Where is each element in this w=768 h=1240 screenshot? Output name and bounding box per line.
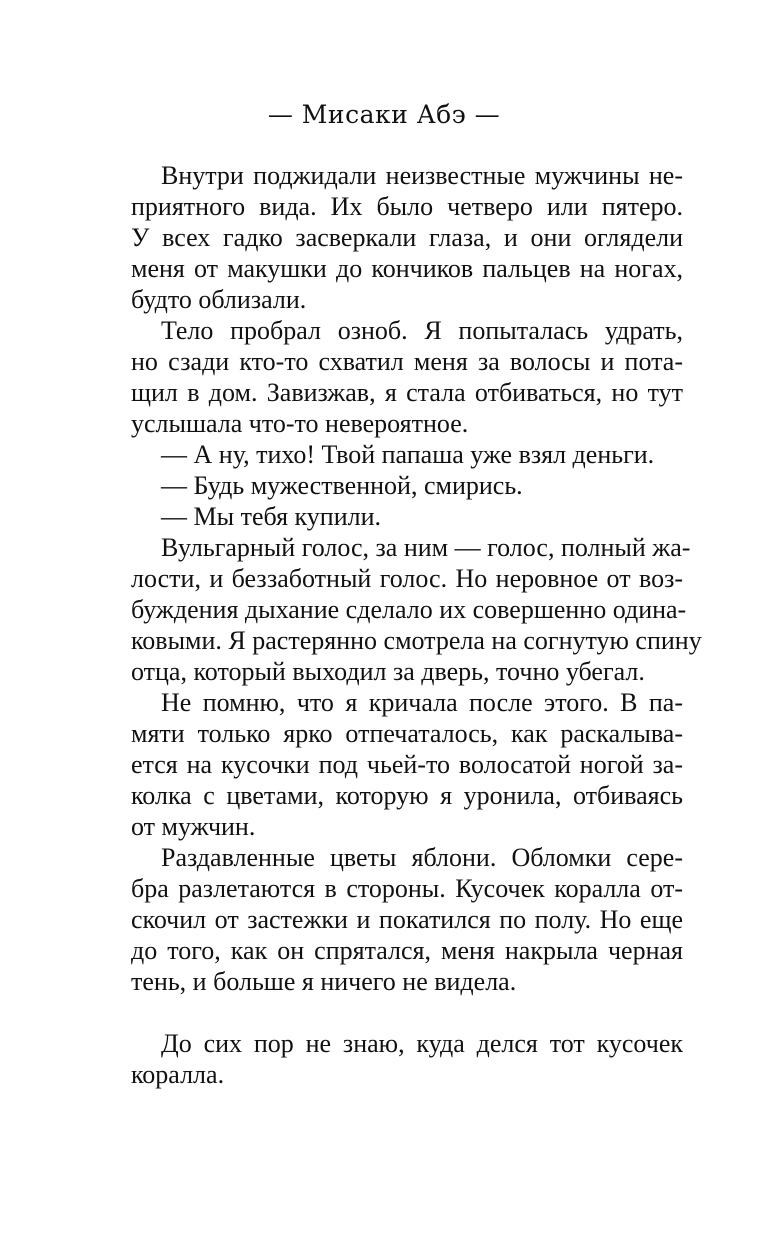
- paragraph: [131, 315, 683, 439]
- paragraph: [131, 842, 683, 997]
- text-line: коралла.: [131, 1060, 225, 1089]
- text-line: У всех гадко засверкали глаза, и они оглядели: [131, 223, 683, 252]
- paragraph: [131, 439, 683, 470]
- text-line: приятного вида. Их было четверо или пятеро.: [131, 192, 683, 221]
- paragraph-gap: [131, 997, 683, 1028]
- text-line: Внутри поджидали неизвестные мужчины не-: [161, 161, 683, 190]
- text-line: колка с цветами, которую я уронила, отбиваясь: [131, 781, 683, 810]
- text-line: отца, который выходил за дверь, точно убегал.: [131, 657, 645, 686]
- text-line: но сзади кто-то схватил меня за волосы и пота-: [131, 347, 683, 376]
- text-line: щил в дом. Завизжав, я стала отбиваться, но тут: [131, 378, 683, 407]
- text-line: — Будь мужественной, смирись.: [161, 471, 523, 500]
- text-line: буждения дыхание сделало их совершенно одина-: [131, 595, 687, 624]
- text-line: лости, и беззаботный голос. Но неровное от воз-: [131, 564, 683, 593]
- text-line: Не помню, что я кричала после этого. В па-: [161, 688, 683, 717]
- text-line: Тело пробрал озноб. Я попыталась удрать,: [161, 316, 683, 345]
- text-line: ковыми. Я растерянно смотрела на согнутую спину: [131, 626, 702, 655]
- text-line: До сих пор не знаю, куда делся тот кусочек: [161, 1029, 683, 1058]
- text-line: тень, и больше я ничего не видела.: [131, 967, 517, 996]
- paragraph: [131, 501, 683, 532]
- text-line: ется на кусочки под чьей-то волосатой ногой за-: [131, 750, 683, 779]
- text-line: скочил от застежки и покатился по полу. Но еще: [131, 905, 683, 934]
- text-line: услышала что-то невероятное.: [131, 409, 469, 438]
- text-line: Раздавленные цветы яблони. Обломки сере-: [161, 843, 683, 872]
- text-line: Вульгарный голос, за ним — голос, полный жа-: [161, 533, 691, 562]
- text-line: — Мы тебя купили.: [161, 502, 382, 531]
- body-text: [131, 160, 702, 1090]
- paragraph: [131, 160, 683, 315]
- text-line: будто облизали.: [131, 285, 307, 314]
- paragraph: [131, 1028, 683, 1090]
- text-line: до того, как он спрятался, меня накрыла черная: [131, 936, 683, 965]
- paragraph: [131, 532, 702, 687]
- paragraph: [131, 687, 683, 842]
- text-line: от мужчин.: [131, 812, 256, 841]
- text-line: мяти только ярко отпечаталось, как раскалыва-: [131, 719, 683, 748]
- text-line: бра разлетаются в стороны. Кусочек коралла от-: [131, 874, 683, 903]
- paragraph: [131, 470, 683, 501]
- running-head: — Мисаки Абэ —: [267, 100, 501, 129]
- text-line: меня от макушки до кончиков пальцев на ногах,: [131, 254, 683, 283]
- text-line: — А ну, тихо! Твой папаша уже взял деньги.: [161, 440, 655, 469]
